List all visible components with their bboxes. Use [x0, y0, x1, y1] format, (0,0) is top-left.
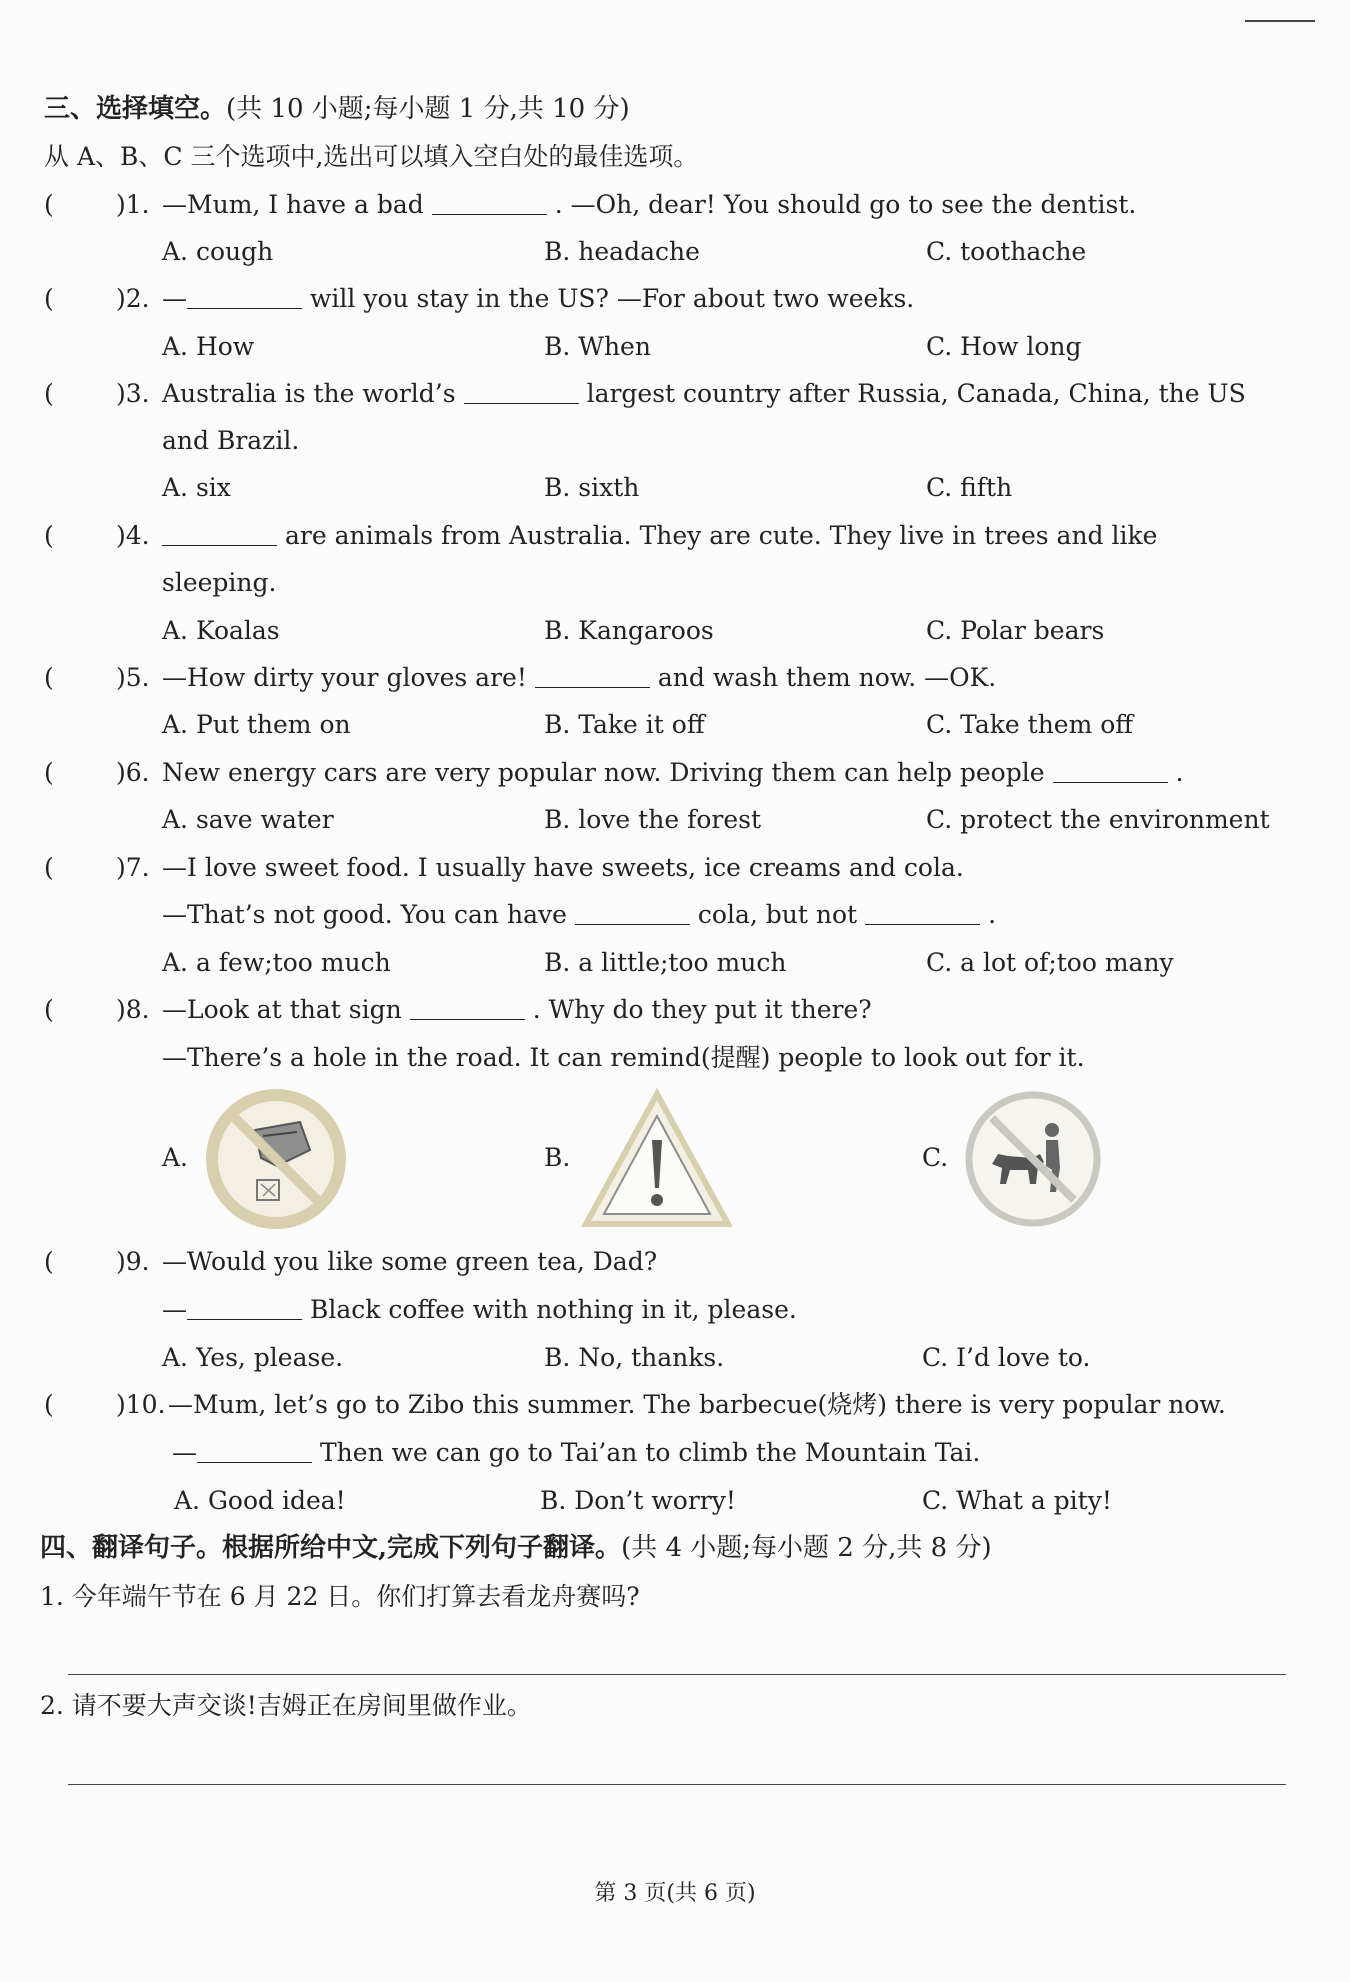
answer-blank — [865, 900, 980, 925]
page-footer: 第 3 页(共 6 页) — [594, 1881, 756, 1906]
answer-blank — [162, 521, 277, 546]
option-b[interactable]: B. sixth — [544, 473, 640, 502]
options-row — [0, 1336, 1350, 1380]
option-b[interactable]: B. love the forest — [544, 805, 761, 834]
question-text: — — [162, 1295, 187, 1324]
question-text: — — [162, 284, 187, 313]
question-text: are animals from Australia. They are cute. They live in trees and like — [285, 521, 1158, 550]
options-row — [0, 325, 1350, 369]
question-text: — — [172, 1438, 197, 1467]
question-text: —That’s not good. You can have — [162, 900, 567, 929]
answer-paren[interactable]: ( — [44, 1390, 54, 1419]
answer-paren[interactable]: ( — [44, 284, 54, 313]
section4-heading — [40, 1526, 992, 1570]
option-b[interactable]: B. headache — [544, 237, 700, 266]
question-number: )6. — [116, 758, 150, 787]
section3-title: 三、选择填空。 — [44, 94, 227, 124]
option-c[interactable]: C. protect the environment — [926, 805, 1270, 834]
options-row — [0, 230, 1350, 274]
answer-blank — [1053, 758, 1168, 783]
options-row — [0, 941, 1350, 985]
no-dogs-sign-icon — [962, 1088, 1104, 1230]
question-text: will you stay in the US? —For about two weeks. — [310, 284, 915, 313]
option-a[interactable]: A. Yes, please. — [162, 1343, 344, 1372]
question-number: )3. — [116, 379, 150, 408]
section3-heading — [44, 87, 630, 131]
answer-paren[interactable]: ( — [44, 379, 54, 408]
option-b[interactable]: B. Take it off — [544, 710, 705, 739]
question-text: . —Oh, dear! You should go to see the dentist. — [554, 190, 1137, 219]
option-a[interactable]: A. six — [162, 473, 231, 502]
option-a[interactable]: A. Good idea! — [174, 1486, 346, 1515]
question-2 — [0, 277, 1350, 321]
option-a[interactable]: A. — [162, 1143, 189, 1172]
question-number: )10. — [116, 1390, 166, 1419]
question-6 — [0, 751, 1350, 795]
answer-paren[interactable]: ( — [44, 758, 54, 787]
question-3 — [0, 372, 1350, 416]
option-c[interactable]: C. I’d love to. — [922, 1343, 1091, 1372]
option-a[interactable]: A. save water — [162, 805, 334, 834]
warning-triangle-sign-icon — [582, 1088, 732, 1230]
question-text: Then we can go to Tai’an to climb the Mountain Tai. — [320, 1438, 981, 1467]
question-text: —Mum, I have a bad — [162, 190, 424, 219]
answer-paren[interactable]: ( — [44, 1247, 54, 1276]
section4-title: 四、翻译句子。根据所给中文,完成下列句子翻译。 — [40, 1533, 622, 1563]
option-c[interactable]: C. fifth — [926, 473, 1013, 502]
answer-blank — [464, 379, 579, 404]
answer-blank — [535, 663, 650, 688]
answer-paren[interactable]: ( — [44, 521, 54, 550]
option-c[interactable]: C. — [922, 1143, 949, 1172]
option-a[interactable]: A. Put them on — [162, 710, 351, 739]
option-b[interactable]: B. a little;too much — [544, 948, 787, 977]
answer-paren[interactable]: ( — [44, 663, 54, 692]
section3-instruction: 从 A、B、C 三个选项中,选出可以填入空白处的最佳选项。 — [44, 142, 699, 171]
question-4 — [0, 514, 1350, 558]
question-text-continued: —There’s a hole in the road. It can remind(提醒) people to look out for it. — [162, 1043, 1085, 1072]
options-row — [0, 1479, 1350, 1523]
option-c[interactable]: C. What a pity! — [922, 1486, 1112, 1515]
question-text: Black coffee with nothing in it, please. — [310, 1295, 797, 1324]
option-a[interactable]: A. How — [162, 332, 255, 361]
option-a[interactable]: A. cough — [162, 237, 274, 266]
section3-score: (共 10 小题;每小题 1 分,共 10 分) — [226, 94, 630, 124]
question-number: )7. — [116, 853, 150, 882]
top-edge-line — [1245, 20, 1315, 22]
translation-item-2: 2. 请不要大声交谈!吉姆正在房间里做作业。 — [40, 1691, 532, 1720]
question-number: )8. — [116, 995, 150, 1024]
section4-score: (共 4 小题;每小题 2 分,共 8 分) — [621, 1533, 992, 1563]
question-text: . Why do they put it there? — [532, 995, 872, 1024]
question-10 — [0, 1383, 1350, 1427]
option-c[interactable]: C. How long — [926, 332, 1082, 361]
answer-paren[interactable]: ( — [44, 995, 54, 1024]
option-a[interactable]: A. Koalas — [162, 616, 280, 645]
options-row — [0, 798, 1350, 842]
options-row — [0, 466, 1350, 510]
question-text: —Mum, let’s go to Zibo this summer. The barbecue(烧烤) there is very popular now. — [168, 1390, 1226, 1419]
question-number: )5. — [116, 663, 150, 692]
question-8 — [0, 988, 1350, 1032]
question-number: )4. — [116, 521, 150, 550]
answer-paren[interactable]: ( — [44, 190, 54, 219]
question-number: )2. — [116, 284, 150, 313]
answer-blank — [432, 190, 547, 215]
question-text-continued — [172, 1431, 980, 1475]
option-b[interactable]: B. When — [544, 332, 651, 361]
option-c[interactable]: C. a lot of;too many — [926, 948, 1174, 977]
question-text: . — [1175, 758, 1184, 787]
question-text: —How dirty your gloves are! — [162, 663, 527, 692]
question-text-continued: sleeping. — [162, 568, 277, 597]
options-row — [0, 609, 1350, 653]
question-text: —Look at that sign — [162, 995, 402, 1024]
option-b[interactable]: B. Don’t worry! — [540, 1486, 736, 1515]
option-c[interactable]: C. Polar bears — [926, 616, 1105, 645]
answer-blank — [187, 284, 302, 309]
question-1 — [0, 183, 1350, 227]
option-b[interactable]: B. No, thanks. — [544, 1343, 725, 1372]
question-7 — [0, 846, 1350, 890]
option-b[interactable]: B. — [544, 1143, 571, 1172]
answer-paren[interactable]: ( — [44, 853, 54, 882]
question-5 — [0, 656, 1350, 700]
question-number: )9. — [116, 1247, 150, 1276]
question-9 — [0, 1240, 1350, 1284]
answer-blank — [410, 995, 525, 1020]
option-b[interactable]: B. Kangaroos — [544, 616, 714, 645]
question-text: cola, but not — [697, 900, 858, 929]
question-text: New energy cars are very popular now. Driving them can help people — [162, 758, 1045, 787]
question-number: )1. — [116, 190, 150, 219]
answer-line[interactable] — [68, 1674, 1286, 1675]
question-text: —I love sweet food. I usually have sweets, ice creams and cola. — [162, 853, 964, 882]
question-text: Australia is the world’s — [162, 379, 456, 408]
answer-line[interactable] — [68, 1784, 1286, 1785]
option-a[interactable]: A. a few;too much — [162, 948, 391, 977]
question-text-continued — [162, 893, 996, 937]
question-text: —Would you like some green tea, Dad? — [162, 1247, 658, 1276]
answer-blank — [187, 1295, 302, 1320]
no-littering-sign-icon — [205, 1088, 347, 1230]
question-text: largest country after Russia, Canada, China, the US — [586, 379, 1246, 408]
question-text-continued: and Brazil. — [162, 426, 300, 455]
question-text: . — [988, 900, 997, 929]
option-c[interactable]: C. toothache — [926, 237, 1087, 266]
answer-blank — [197, 1438, 312, 1463]
translation-item-1: 1. 今年端午节在 6 月 22 日。你们打算去看龙舟赛吗? — [40, 1582, 640, 1611]
options-row — [0, 703, 1350, 747]
question-text: and wash them now. —OK. — [657, 663, 997, 692]
answer-blank — [575, 900, 690, 925]
option-c[interactable]: C. Take them off — [926, 710, 1134, 739]
question-text-continued — [162, 1288, 797, 1332]
